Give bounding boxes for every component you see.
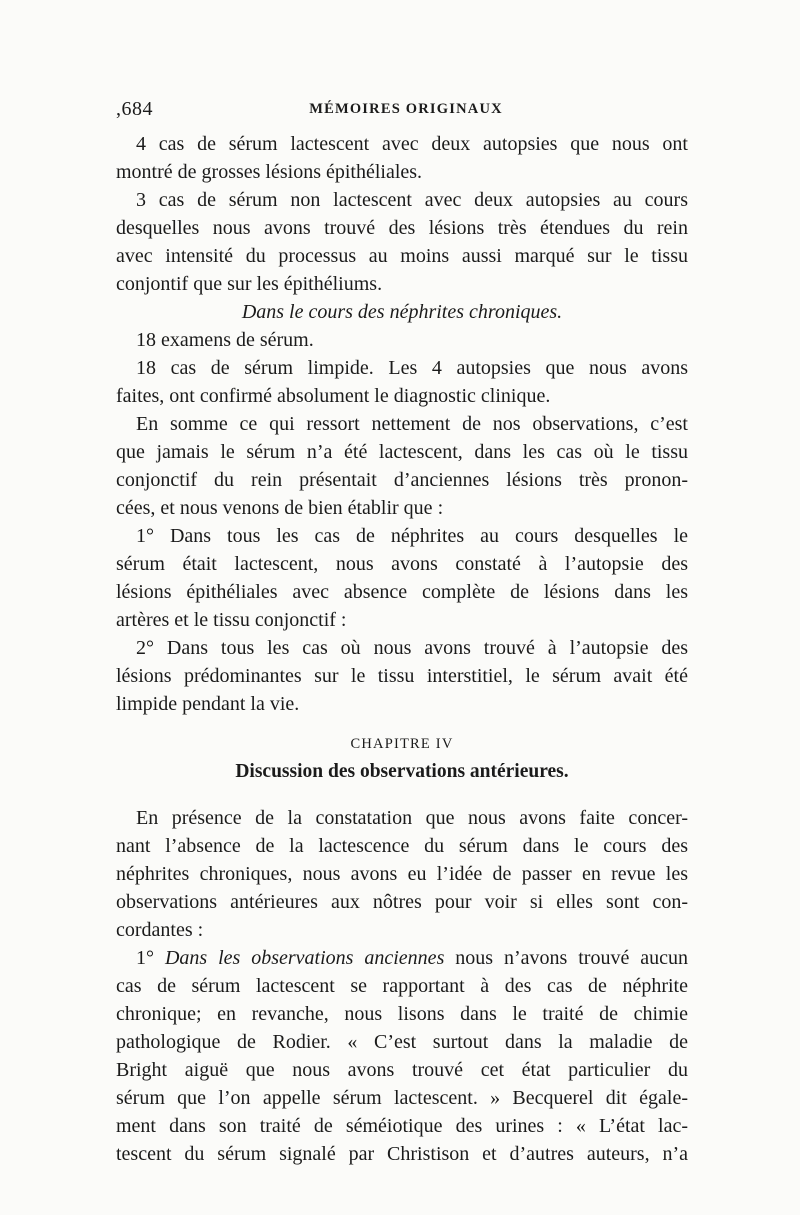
text-line: ment dans son traité de séméiotique des urines : « L’état lac- xyxy=(116,1115,688,1137)
text-line: faites, ont confirmé absolument le diagnostic clinique. xyxy=(116,385,551,407)
chapter-heading: CHAPITRE IV xyxy=(350,736,454,752)
text-line: cordantes : xyxy=(116,919,204,941)
text-line: avec intensité du processus au moins aussi marqué sur le tissu xyxy=(116,245,688,267)
text-line: sérum que l’on appelle sérum lactescent. » Becquerel dit égale- xyxy=(116,1087,688,1109)
text-line: observations antérieures aux nôtres pour voir si elles sont con- xyxy=(116,891,688,913)
text-line: montré de grosses lésions épithéliales. xyxy=(116,161,423,183)
page-body xyxy=(116,130,688,1168)
text-line: 3 cas de sérum non lactescent avec deux autopsies au cours xyxy=(136,189,688,211)
line-rest: nous n’avons trouvé aucun xyxy=(444,947,689,969)
text-line: artères et le tissu conjonctif : xyxy=(116,609,347,631)
text-line: 18 cas de sérum limpide. Les 4 autopsies que nous avons xyxy=(136,357,688,379)
list-number: 1° xyxy=(136,947,165,969)
text-line: 18 examens de sérum. xyxy=(136,329,314,351)
text-line: pathologique de Rodier. « C’est surtout dans la maladie de xyxy=(116,1031,688,1053)
text-line: cées, et nous venons de bien établir que : xyxy=(116,497,444,519)
text-line: 1° Dans tous les cas de néphrites au cours desquelles le xyxy=(136,525,688,547)
text-line: lésions prédominantes sur le tissu interstitiel, le sérum avait été xyxy=(116,665,688,687)
text-line: En présence de la constatation que nous avons faite concer- xyxy=(136,807,688,829)
italic-phrase: Dans les observations anciennes xyxy=(164,947,445,969)
text-line: limpide pendant la vie. xyxy=(116,693,300,715)
text-line: conjontif que sur les épithéliums. xyxy=(116,273,383,295)
text-line: 2° Dans tous les cas où nous avons trouvé à l’autopsie des xyxy=(136,637,688,659)
text-line: nant l’absence de la lactescence du sérum dans le cours des xyxy=(116,835,688,857)
text-line: cas de sérum lactescent se rapportant à des cas de néphrite xyxy=(116,975,688,997)
text-line: conjonctif du rein présentait d’anciennes lésions très pronon- xyxy=(116,469,688,491)
text-line: que jamais le sérum n’a été lactescent, dans les cas où le tissu xyxy=(116,441,688,463)
running-title: MÉMOIRES ORIGINAUX xyxy=(309,101,503,117)
subheading: Dans le cours des néphrites chroniques. xyxy=(241,301,563,323)
section-title: Discussion des observations antérieures. xyxy=(235,761,569,782)
text-line: Bright aiguë que nous avons trouvé cet état particulier du xyxy=(116,1059,688,1081)
text-line: 4 cas de sérum lactescent avec deux autopsies que nous ont xyxy=(136,133,688,155)
page-number: ,684 xyxy=(116,98,153,120)
text-line: En somme ce qui ressort nettement de nos observations, c’est xyxy=(136,413,688,435)
text-line: tescent du sérum signalé par Christison et d’autres auteurs, n’a xyxy=(116,1143,688,1165)
text-line: lésions épithéliales avec absence complète de lésions dans les xyxy=(116,581,688,603)
page-header xyxy=(116,98,696,124)
text-line xyxy=(116,944,688,972)
text-line: chronique; en revanche, nous lisons dans le traité de chimie xyxy=(116,1003,688,1025)
text-line: desquelles nous avons trouvé des lésions très étendues du rein xyxy=(116,217,688,239)
text-line: néphrites chroniques, nous avons eu l’idée de passer en revue les xyxy=(116,863,688,885)
text-line: sérum était lactescent, nous avons constaté à l’autopsie des xyxy=(116,553,688,575)
